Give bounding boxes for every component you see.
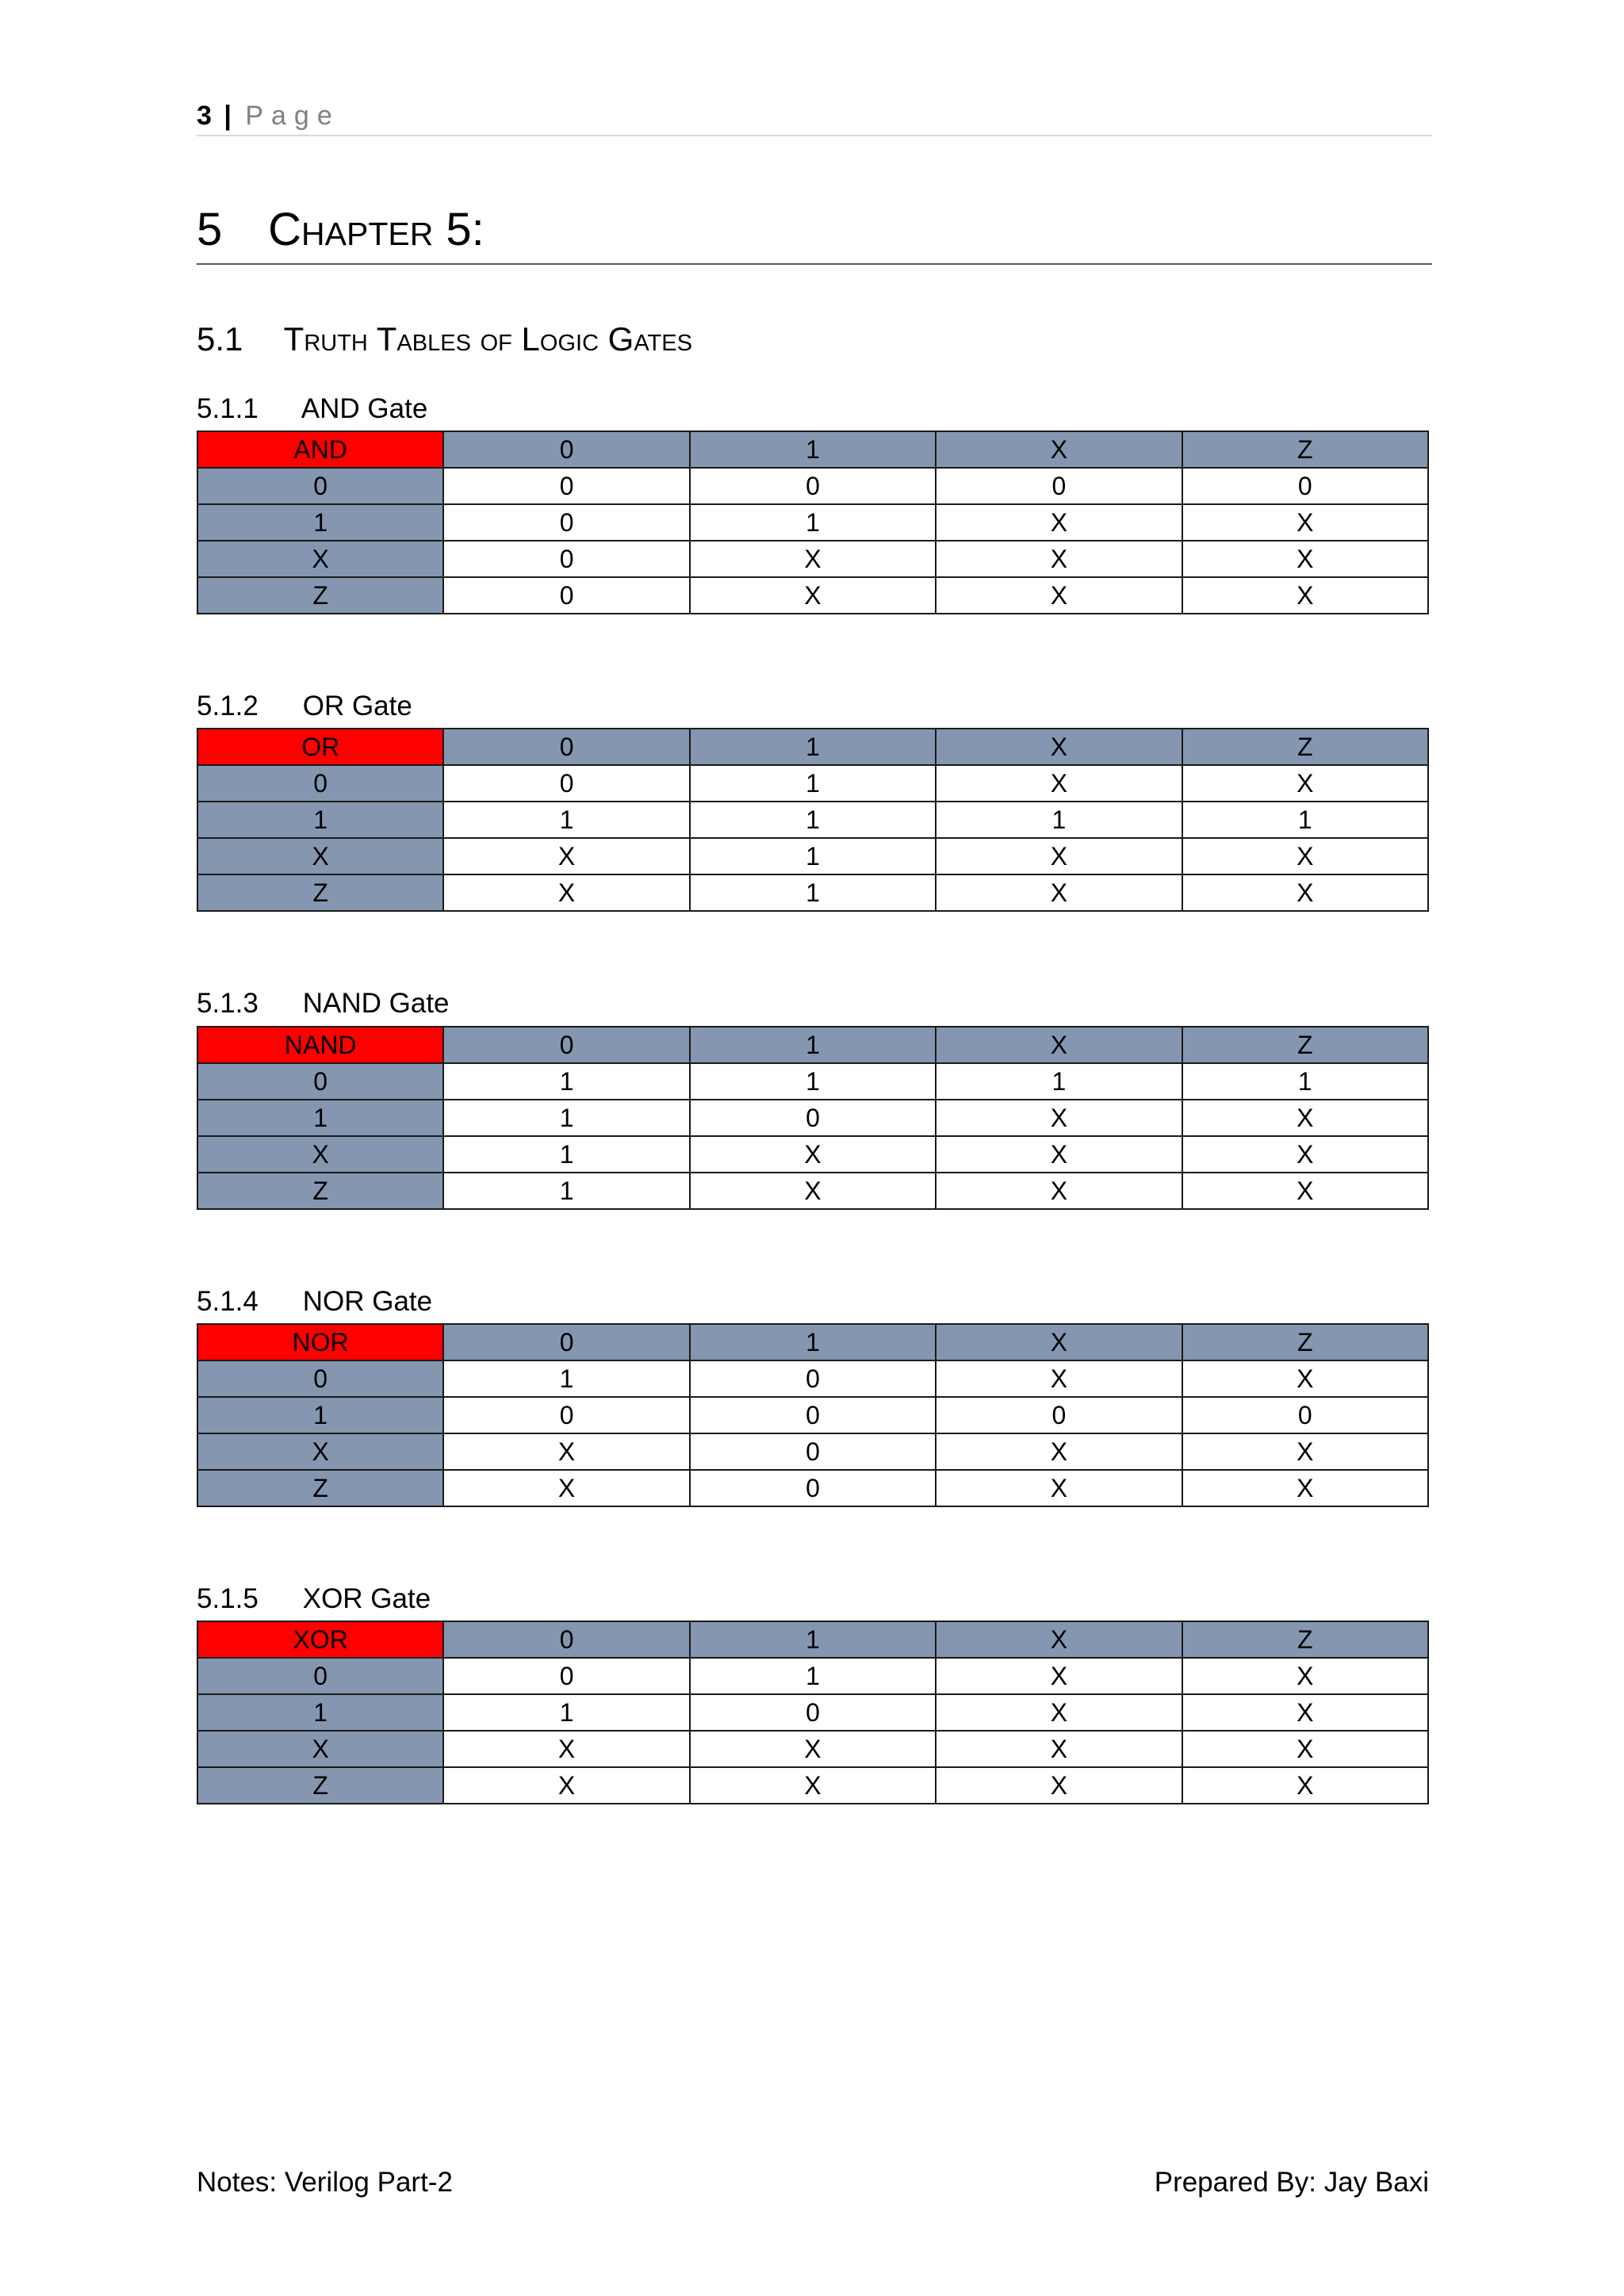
table-cell: 1 — [690, 1658, 936, 1694]
column-header: 0 — [443, 1027, 689, 1063]
subsection-heading-or — [197, 689, 412, 724]
table-row — [197, 1136, 1428, 1173]
table-cell: X — [936, 1731, 1182, 1767]
subsection-number: 5.1.5 — [197, 1583, 259, 1614]
page-header — [197, 97, 1432, 136]
table-cell: 1 — [936, 1063, 1182, 1100]
table-cell: X — [1182, 1767, 1428, 1804]
table-cell: 0 — [443, 541, 689, 577]
table-cell: 0 — [690, 1694, 936, 1731]
table-cell: X — [1182, 1470, 1428, 1506]
table-cell: X — [936, 1767, 1182, 1804]
table-cell: X — [936, 504, 1182, 541]
table-cell: 0 — [690, 1100, 936, 1136]
subsection-title: XOR Gate — [302, 1583, 431, 1614]
row-header: 0 — [197, 1063, 443, 1100]
table-cell: X — [936, 838, 1182, 874]
section-heading — [197, 316, 692, 363]
truth-table-nand — [197, 1026, 1429, 1210]
row-header: 0 — [197, 1360, 443, 1397]
table-row — [197, 1360, 1428, 1397]
table-cell: X — [443, 1470, 689, 1506]
subsection-title: AND Gate — [301, 393, 428, 424]
table-cell: 1 — [936, 802, 1182, 838]
table-cell: 1 — [690, 765, 936, 802]
table-cell: X — [690, 541, 936, 577]
table-row — [197, 765, 1428, 802]
table-cell: X — [443, 1767, 689, 1804]
chapter-heading — [197, 197, 1432, 265]
table-cell: X — [936, 1470, 1182, 1506]
table-cell: 0 — [690, 1470, 936, 1506]
table-cell: X — [690, 577, 936, 614]
table-cell: 1 — [443, 1360, 689, 1397]
table-cell: X — [936, 765, 1182, 802]
table-cell: X — [1182, 504, 1428, 541]
table-header-row — [197, 431, 1428, 468]
subsection-title: NAND Gate — [302, 988, 450, 1019]
subsection-heading-xor — [197, 1582, 431, 1617]
row-header: Z — [197, 577, 443, 614]
subsection-title: NOR Gate — [302, 1286, 433, 1317]
table-row — [197, 1470, 1428, 1506]
page-number: 3 — [197, 101, 212, 131]
table-cell: X — [1182, 1433, 1428, 1470]
table-cell: 0 — [443, 504, 689, 541]
row-header: 1 — [197, 1397, 443, 1433]
row-header: X — [197, 838, 443, 874]
table-cell: 0 — [936, 468, 1182, 504]
table-cell: 1 — [690, 504, 936, 541]
row-header: X — [197, 1136, 443, 1173]
column-header: X — [936, 729, 1182, 765]
table-cell: X — [690, 1173, 936, 1209]
table-cell: X — [1182, 838, 1428, 874]
row-header: 0 — [197, 765, 443, 802]
table-cell: X — [1182, 874, 1428, 911]
column-header: 0 — [443, 1621, 689, 1658]
table-cell: 0 — [936, 1397, 1182, 1433]
subsection-number: 5.1.2 — [197, 691, 259, 721]
table-header-row — [197, 1027, 1428, 1063]
table-cell: X — [443, 838, 689, 874]
column-header: X — [936, 1621, 1182, 1658]
column-header: 0 — [443, 431, 689, 468]
table-cell: X — [1182, 1694, 1428, 1731]
table-cell: X — [1182, 541, 1428, 577]
column-header: 1 — [690, 1621, 936, 1658]
table-cell: 0 — [443, 577, 689, 614]
table-row — [197, 577, 1428, 614]
table-row — [197, 1694, 1428, 1731]
table-cell: 0 — [690, 1433, 936, 1470]
table-row — [197, 874, 1428, 911]
column-header: X — [936, 1027, 1182, 1063]
table-row — [197, 1100, 1428, 1136]
table-cell: X — [1182, 1360, 1428, 1397]
table-corner-cell: AND — [197, 431, 443, 468]
table-cell: 1 — [1182, 802, 1428, 838]
table-cell: 1 — [690, 874, 936, 911]
footer-author: Prepared By: Jay Baxi — [1154, 2167, 1429, 2198]
table-cell: X — [936, 1694, 1182, 1731]
table-row — [197, 468, 1428, 504]
table-corner-cell: OR — [197, 729, 443, 765]
table-cell: X — [936, 1433, 1182, 1470]
table-cell: 1 — [443, 802, 689, 838]
table-cell: 0 — [443, 1397, 689, 1433]
table-cell: X — [936, 1136, 1182, 1173]
truth-table-xor — [197, 1621, 1429, 1804]
table-cell: X — [1182, 1136, 1428, 1173]
table-cell: X — [936, 874, 1182, 911]
subsection-heading-and — [197, 392, 427, 427]
table-cell: X — [1182, 765, 1428, 802]
table-cell: 0 — [1182, 1397, 1428, 1433]
section-number: 5.1 — [197, 320, 243, 358]
table-cell: X — [443, 874, 689, 911]
table-corner-cell: NOR — [197, 1324, 443, 1360]
table-cell: X — [936, 1658, 1182, 1694]
subsection-number: 5.1.4 — [197, 1286, 259, 1317]
table-cell: X — [690, 1731, 936, 1767]
footer-notes: Notes: Verilog Part-2 — [197, 2167, 453, 2198]
table-cell: 0 — [443, 765, 689, 802]
column-header: 0 — [443, 1324, 689, 1360]
table-cell: 1 — [690, 802, 936, 838]
section-title: Truth Tables of Logic Gates — [283, 320, 692, 358]
chapter-title: Chapter 5: — [268, 204, 485, 255]
truth-table-or — [197, 728, 1429, 912]
column-header: 1 — [690, 1027, 936, 1063]
chapter-number: 5 — [197, 204, 223, 255]
table-cell: X — [1182, 1100, 1428, 1136]
table-cell: X — [1182, 1173, 1428, 1209]
table-cell: 1 — [690, 838, 936, 874]
subsection-heading-nor — [197, 1284, 432, 1319]
table-row — [197, 504, 1428, 541]
table-row — [197, 541, 1428, 577]
table-cell: 0 — [443, 1658, 689, 1694]
table-header-row — [197, 1621, 1428, 1658]
row-header: 0 — [197, 1658, 443, 1694]
row-header: Z — [197, 1173, 443, 1209]
column-header: 1 — [690, 729, 936, 765]
table-cell: 0 — [690, 1360, 936, 1397]
row-header: X — [197, 1731, 443, 1767]
table-cell: 1 — [443, 1173, 689, 1209]
table-cell: 1 — [690, 1063, 936, 1100]
table-row — [197, 1658, 1428, 1694]
table-cell: X — [936, 1100, 1182, 1136]
row-header: Z — [197, 1470, 443, 1506]
table-corner-cell: XOR — [197, 1621, 443, 1658]
truth-table-nor — [197, 1323, 1429, 1507]
table-cell: X — [1182, 1658, 1428, 1694]
column-header: Z — [1182, 1324, 1428, 1360]
subsection-heading-nand — [197, 986, 450, 1021]
column-header: Z — [1182, 1027, 1428, 1063]
table-cell: 0 — [443, 468, 689, 504]
row-header: X — [197, 1433, 443, 1470]
subsection-title: OR Gate — [302, 691, 412, 721]
column-header: 1 — [690, 1324, 936, 1360]
table-cell: X — [936, 577, 1182, 614]
column-header: X — [936, 1324, 1182, 1360]
table-cell: X — [936, 1360, 1182, 1397]
column-header: Z — [1182, 431, 1428, 468]
table-cell: X — [936, 1173, 1182, 1209]
row-header: Z — [197, 1767, 443, 1804]
table-cell: X — [1182, 577, 1428, 614]
table-cell: 1 — [443, 1063, 689, 1100]
row-header: X — [197, 541, 443, 577]
table-cell: X — [690, 1767, 936, 1804]
table-cell: 1 — [443, 1136, 689, 1173]
table-corner-cell: NAND — [197, 1027, 443, 1063]
table-cell: X — [443, 1731, 689, 1767]
table-row — [197, 1397, 1428, 1433]
table-cell: 1 — [443, 1694, 689, 1731]
page-separator: | — [224, 101, 232, 131]
table-row — [197, 802, 1428, 838]
table-row — [197, 1731, 1428, 1767]
table-cell: 0 — [690, 1397, 936, 1433]
row-header: 1 — [197, 504, 443, 541]
page-word: Page — [245, 101, 340, 131]
column-header: Z — [1182, 1621, 1428, 1658]
table-row — [197, 838, 1428, 874]
table-header-row — [197, 729, 1428, 765]
table-header-row — [197, 1324, 1428, 1360]
table-row — [197, 1433, 1428, 1470]
table-row — [197, 1767, 1428, 1804]
column-header: X — [936, 431, 1182, 468]
subsection-number: 5.1.3 — [197, 988, 259, 1019]
row-header: 1 — [197, 802, 443, 838]
table-cell: 1 — [1182, 1063, 1428, 1100]
row-header: 1 — [197, 1100, 443, 1136]
table-row — [197, 1173, 1428, 1209]
subsection-number: 5.1.1 — [197, 393, 259, 424]
table-cell: 0 — [690, 468, 936, 504]
table-cell: X — [1182, 1731, 1428, 1767]
column-header: 1 — [690, 431, 936, 468]
row-header: 1 — [197, 1694, 443, 1731]
table-cell: X — [443, 1433, 689, 1470]
table-cell: X — [690, 1136, 936, 1173]
row-header: Z — [197, 874, 443, 911]
table-row — [197, 1063, 1428, 1100]
row-header: 0 — [197, 468, 443, 504]
column-header: 0 — [443, 729, 689, 765]
truth-table-and — [197, 430, 1429, 614]
table-cell: X — [936, 541, 1182, 577]
column-header: Z — [1182, 729, 1428, 765]
table-cell: 1 — [443, 1100, 689, 1136]
table-cell: 0 — [1182, 468, 1428, 504]
